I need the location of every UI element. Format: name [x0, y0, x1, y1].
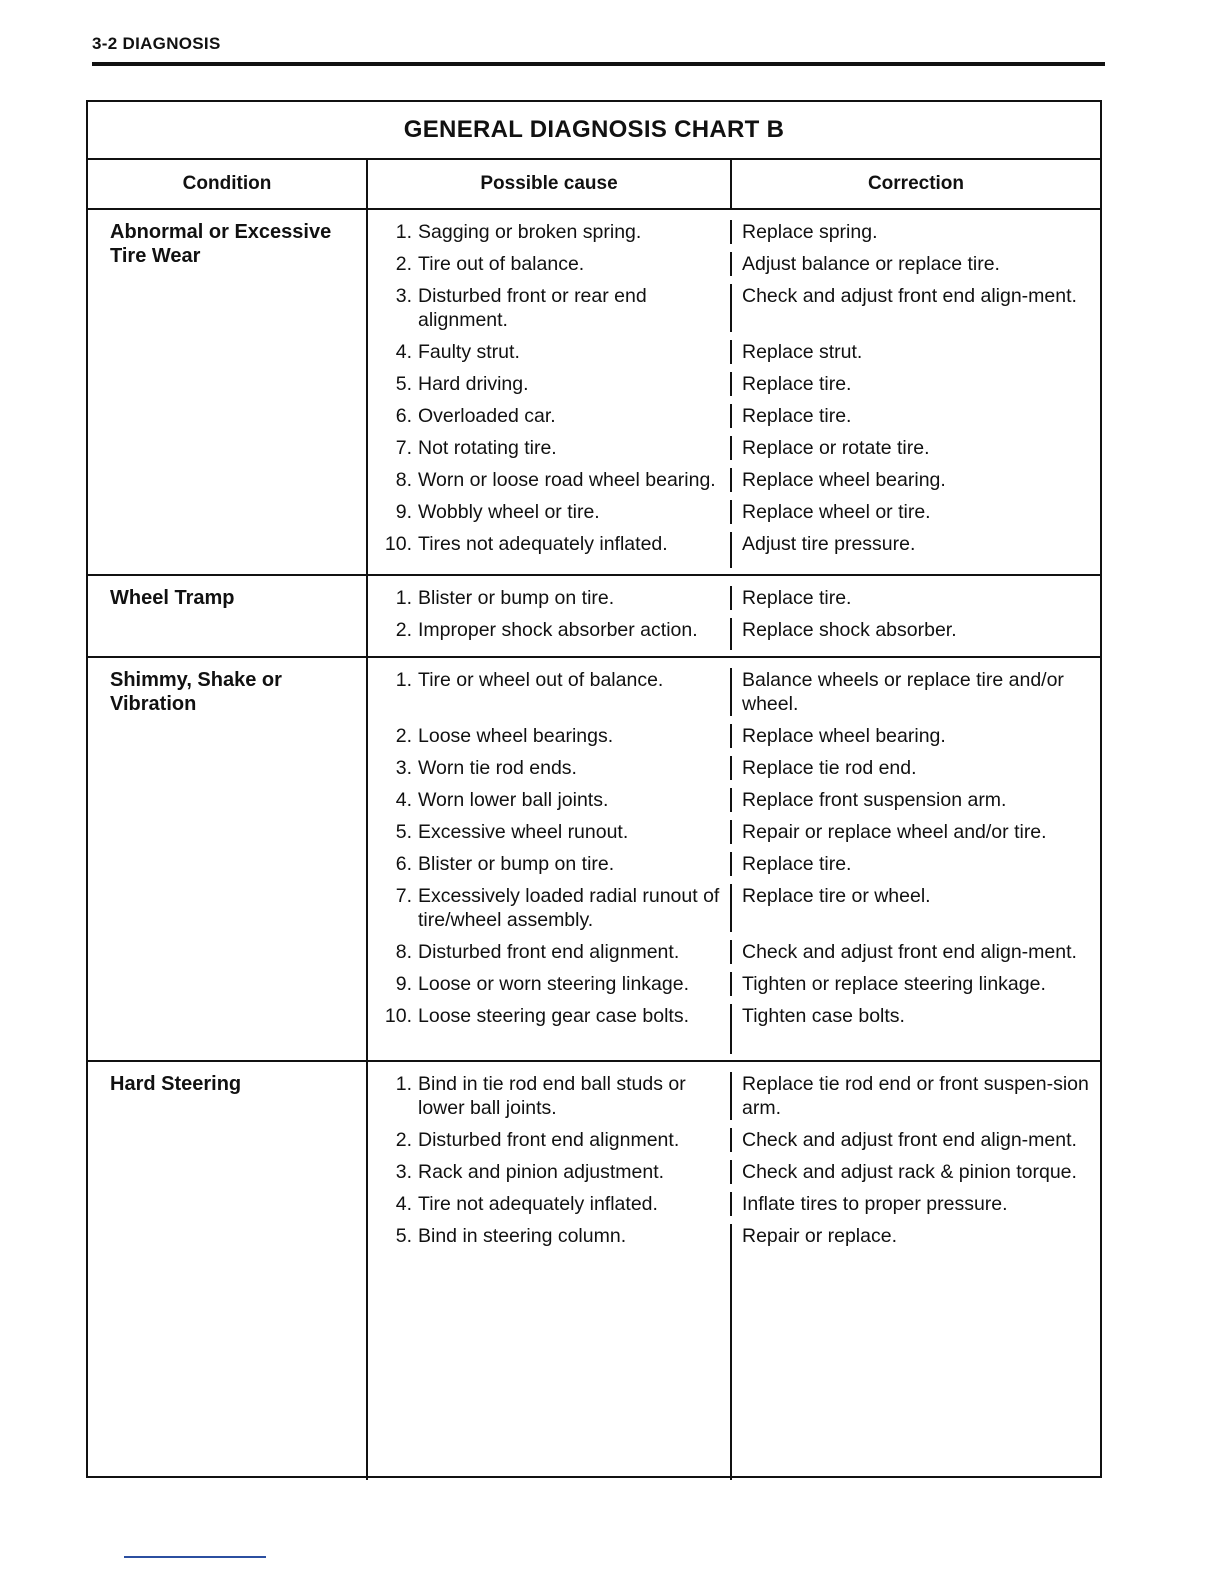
possible-cause [368, 852, 732, 876]
cause-number: 3. [395, 1161, 412, 1183]
cause-correction-group [368, 210, 1100, 574]
cause-text: Wobbly wheel or tire. [418, 501, 600, 523]
table-row [368, 1004, 1100, 1028]
cause-text: Not rotating tire. [418, 437, 557, 459]
correction-text: Check and adjust front end align-ment. [742, 1129, 1077, 1151]
possible-cause [368, 468, 732, 492]
table-row [368, 284, 1100, 332]
correction-text: Tighten case bolts. [742, 1005, 905, 1027]
cause-number: 1. [395, 1073, 412, 1095]
table-row [368, 972, 1100, 996]
column-header-cause: Possible cause [368, 160, 732, 208]
cause-text: Disturbed front or rear end alignment. [418, 285, 647, 331]
correction-text: Tighten or replace steering linkage. [742, 973, 1046, 995]
column-header-condition: Condition [88, 160, 368, 208]
cause-text: Blister or bump on tire. [418, 587, 615, 609]
cause-number: 7. [395, 437, 412, 459]
table-row [368, 1072, 1100, 1120]
correction-text: Replace or rotate tire. [742, 437, 930, 459]
cause-text: Tire not adequately inflated. [418, 1193, 658, 1215]
table-row [368, 1160, 1100, 1184]
cause-text: Excessive wheel runout. [418, 821, 629, 843]
correction-text: Repair or replace. [742, 1225, 897, 1247]
cause-text: Tire out of balance. [418, 253, 585, 275]
section-padding [368, 642, 1100, 650]
cause-text: Hard driving. [418, 373, 529, 395]
possible-cause [368, 436, 732, 460]
possible-cause [368, 284, 732, 332]
section-padding [368, 556, 1100, 568]
condition-section [88, 210, 1100, 576]
table-row [368, 884, 1100, 932]
cause-text: Loose wheel bearings. [418, 725, 614, 747]
cause-number: 2. [395, 253, 412, 275]
correction-text: Replace tire. [742, 405, 852, 427]
cause-number: 3. [395, 757, 412, 779]
cause-number: 1. [395, 587, 412, 609]
correction-text: Check and adjust front end align-ment. [742, 941, 1077, 963]
table-row [368, 340, 1100, 364]
cause-text: Tire or wheel out of balance. [418, 669, 664, 691]
possible-cause [368, 618, 732, 642]
cause-text: Overloaded car. [418, 405, 556, 427]
correction-text: Replace tire or wheel. [742, 885, 931, 907]
possible-cause [368, 972, 732, 996]
cause-number: 6. [395, 853, 412, 875]
table-row [368, 436, 1100, 460]
footer-line [124, 1556, 266, 1558]
possible-cause [368, 404, 732, 428]
cause-number: 10. [384, 1005, 412, 1027]
cause-number: 8. [395, 469, 412, 491]
cause-number: 5. [395, 821, 412, 843]
header-rule [92, 62, 1105, 66]
section-padding [368, 1248, 1100, 1480]
cause-number: 8. [395, 941, 412, 963]
cause-text: Worn or loose road wheel bearing. [418, 469, 716, 491]
possible-cause [368, 1072, 732, 1120]
cause-number: 9. [395, 973, 412, 995]
cause-text: Disturbed front end alignment. [418, 941, 680, 963]
section-padding [368, 1028, 1100, 1054]
correction-text: Replace wheel or tire. [742, 501, 931, 523]
possible-cause [368, 1004, 732, 1028]
cause-column-padding [368, 1248, 732, 1480]
cause-number: 10. [384, 533, 412, 555]
diagnosis-chart [86, 100, 1102, 1478]
possible-cause [368, 586, 732, 610]
correction-text: Replace tire. [742, 587, 852, 609]
correction-text: Check and adjust front end align-ment. [742, 285, 1077, 307]
cause-text: Sagging or broken spring. [418, 221, 642, 243]
cause-number: 3. [395, 285, 412, 307]
correction-text: Replace wheel bearing. [742, 469, 946, 491]
possible-cause [368, 1224, 732, 1248]
table-row [368, 820, 1100, 844]
possible-cause [368, 252, 732, 276]
table-row [368, 532, 1100, 556]
column-header-row [88, 160, 1100, 210]
cause-text: Bind in steering column. [418, 1225, 627, 1247]
cause-correction-group [368, 1062, 1100, 1480]
cause-text: Improper shock absorber action. [418, 619, 698, 641]
cause-number: 2. [395, 619, 412, 641]
condition-label: Hard Steering [88, 1062, 368, 1480]
cause-text: Loose or worn steering linkage. [418, 973, 689, 995]
correction-text: Replace tie rod end. [742, 757, 917, 779]
possible-cause [368, 1160, 732, 1184]
cause-number: 2. [395, 1129, 412, 1151]
page-header: 3-2 DIAGNOSIS [92, 34, 221, 53]
correction-text: Replace strut. [742, 341, 863, 363]
cause-text: Disturbed front end alignment. [418, 1129, 680, 1151]
cause-number: 1. [395, 669, 412, 691]
correction-text: Balance wheels or replace tire and/or wheel. [742, 669, 1064, 715]
correction-text: Replace shock absorber. [742, 619, 957, 641]
table-row [368, 372, 1100, 396]
possible-cause [368, 668, 732, 716]
cause-number: 2. [395, 725, 412, 747]
correction-text: Inflate tires to proper pressure. [742, 1193, 1008, 1215]
table-row [368, 500, 1100, 524]
table-row [368, 252, 1100, 276]
cause-text: Blister or bump on tire. [418, 853, 615, 875]
table-row [368, 852, 1100, 876]
cause-text: Faulty strut. [418, 341, 520, 363]
possible-cause [368, 820, 732, 844]
cause-correction-group [368, 658, 1100, 1060]
cause-correction-group [368, 576, 1100, 656]
condition-label: Abnormal or Excessive Tire Wear [88, 210, 368, 574]
table-row [368, 940, 1100, 964]
table-row [368, 468, 1100, 492]
chart-title: GENERAL DIAGNOSIS CHART B [88, 102, 1100, 160]
cause-text: Bind in tie rod end ball studs or lower ball joints. [418, 1073, 686, 1119]
cause-column-padding [368, 1028, 732, 1054]
table-row [368, 724, 1100, 748]
cause-text: Tires not adequately inflated. [418, 533, 668, 555]
table-row [368, 756, 1100, 780]
table-row [368, 586, 1100, 610]
cause-number: 5. [395, 373, 412, 395]
possible-cause [368, 500, 732, 524]
possible-cause [368, 1128, 732, 1152]
table-row [368, 1128, 1100, 1152]
possible-cause [368, 788, 732, 812]
cause-number: 6. [395, 405, 412, 427]
correction-text: Replace spring. [742, 221, 878, 243]
condition-section [88, 658, 1100, 1062]
possible-cause [368, 884, 732, 932]
possible-cause [368, 220, 732, 244]
correction-text: Adjust tire pressure. [742, 533, 916, 555]
possible-cause [368, 724, 732, 748]
table-row [368, 404, 1100, 428]
table-row [368, 1224, 1100, 1248]
cause-column-padding [368, 642, 732, 650]
cause-text: Excessively loaded radial runout of tire/wheel assembly. [418, 885, 720, 931]
possible-cause [368, 340, 732, 364]
correction-text: Check and adjust rack & pinion torque. [742, 1161, 1077, 1183]
table-row [368, 668, 1100, 716]
cause-number: 9. [395, 501, 412, 523]
cause-text: Worn tie rod ends. [418, 757, 577, 779]
correction-text: Replace front suspension arm. [742, 789, 1007, 811]
cause-text: Worn lower ball joints. [418, 789, 609, 811]
cause-number: 4. [395, 789, 412, 811]
cause-number: 5. [395, 1225, 412, 1247]
table-row [368, 220, 1100, 244]
cause-number: 4. [395, 341, 412, 363]
condition-label: Shimmy, Shake or Vibration [88, 658, 368, 1060]
cause-text: Rack and pinion adjustment. [418, 1161, 665, 1183]
table-row [368, 618, 1100, 642]
cause-number: 4. [395, 1193, 412, 1215]
possible-cause [368, 1192, 732, 1216]
correction-text: Replace wheel bearing. [742, 725, 946, 747]
possible-cause [368, 372, 732, 396]
correction-text: Replace tire. [742, 853, 852, 875]
table-row [368, 788, 1100, 812]
condition-section [88, 576, 1100, 658]
possible-cause [368, 940, 732, 964]
correction-text: Replace tire. [742, 373, 852, 395]
cause-column-padding [368, 556, 732, 568]
cause-number: 1. [395, 221, 412, 243]
condition-label: Wheel Tramp [88, 576, 368, 656]
possible-cause [368, 756, 732, 780]
possible-cause [368, 532, 732, 556]
cause-text: Loose steering gear case bolts. [418, 1005, 690, 1027]
cause-number: 7. [395, 885, 412, 907]
condition-section [88, 1062, 1100, 1480]
column-header-correction: Correction [867, 173, 965, 194]
correction-text: Replace tie rod end or front suspen-sion arm. [742, 1073, 1089, 1119]
correction-text: Adjust balance or replace tire. [742, 253, 1000, 275]
correction-text: Repair or replace wheel and/or tire. [742, 821, 1047, 843]
table-row [368, 1192, 1100, 1216]
